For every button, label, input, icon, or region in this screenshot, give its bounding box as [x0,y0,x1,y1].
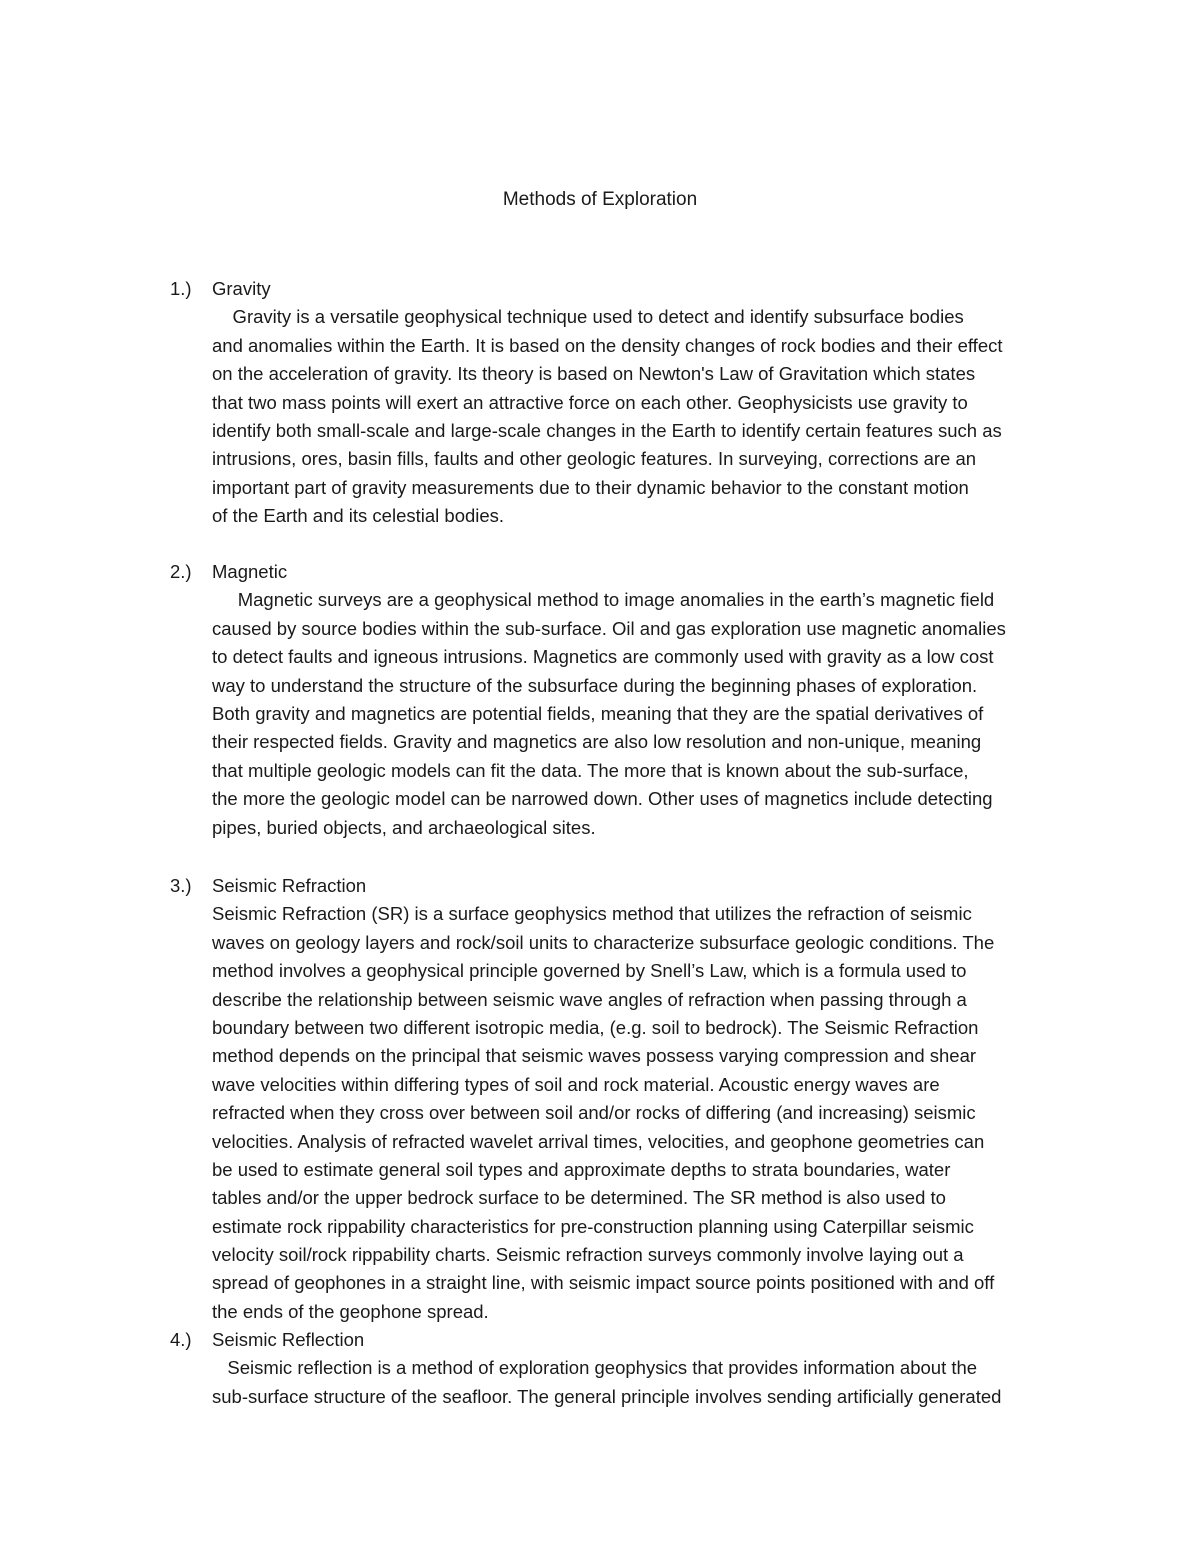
body-line: pipes, buried objects, and archaeological sites. [212,816,596,838]
body-line: spread of geophones in a straight line, with seismic impact source points positioned with and off [212,1272,995,1294]
body-line: be used to estimate general soil types and approximate depths to strata boundaries, water [212,1158,951,1180]
section-seismic-reflection [170,1326,1090,1411]
body-line: their respected fields. Gravity and magnetics are also low resolution and non-unique, meaning [212,731,982,753]
body-line: the more the geologic model can be narrowed down. Other uses of magnetics include detecting [212,788,993,810]
section-body [212,586,1090,842]
body-line: identify both small-scale and large-scale changes in the Earth to identify certain features such as [212,419,1002,441]
body-line: Both gravity and magnetics are potential fields, meaning that they are the spatial derivatives of [212,702,984,724]
section-seismic-refraction [170,872,1090,1326]
section-number: 2.) [170,561,192,582]
body-line: refracted when they cross over between soil and/or rocks of differing (and increasing) seismic [212,1102,976,1124]
body-line: tables and/or the upper bedrock surface to be determined. The SR method is also used to [212,1187,946,1209]
section-title: Seismic Refraction [212,875,367,896]
body-line: estimate rock rippability characteristics for pre-construction planning using Caterpillar seismic [212,1215,974,1237]
section-heading [170,1326,1090,1354]
body-line: boundary between two different isotropic media, (e.g. soil to bedrock). The Seismic Refraction [212,1016,979,1038]
body-line: caused by source bodies within the sub-surface. Oil and gas exploration use magnetic anomalies [212,617,1006,639]
body-line: Gravity is a versatile geophysical technique used to detect and identify subsurface bodies [212,306,964,328]
section-number: 3.) [170,875,192,896]
body-line: the ends of the geophone spread. [212,1300,489,1322]
body-line: sub-surface structure of the seafloor. The general principle involves sending artificially generated [212,1385,1002,1407]
body-line: of the Earth and its celestial bodies. [212,505,505,527]
section-heading [170,558,1090,586]
body-line: important part of gravity measurements due to their dynamic behavior to the constant motion [212,476,969,498]
body-line: Seismic Refraction (SR) is a surface geophysics method that utilizes the refraction of seismic [212,903,972,925]
section-heading [170,275,1090,303]
section-magnetic [170,558,1090,842]
section-number: 1.) [170,278,192,299]
body-line: velocity soil/rock rippability charts. Seismic refraction surveys commonly involve laying out a [212,1244,964,1266]
section-body [212,900,1090,1326]
section-number: 4.) [170,1329,192,1350]
body-line: wave velocities within differing types of soil and rock material. Acoustic energy waves are [212,1073,940,1095]
section-title: Magnetic [212,561,288,582]
body-line: intrusions, ores, basin fills, faults and other geologic features. In surveying, corrections are an [212,448,977,470]
body-line: on the acceleration of gravity. Its theory is based on Newton's Law of Gravitation which states [212,363,976,385]
section-title: Gravity [212,278,271,299]
section-heading [170,872,1090,900]
section-gravity [170,275,1090,531]
body-line: to detect faults and igneous intrusions. Magnetics are commonly used with gravity as a low cost [212,646,994,668]
body-line: velocities. Analysis of refracted wavelet arrival times, velocities, and geophone geometries can [212,1130,985,1152]
section-body [212,303,1090,530]
body-line: describe the relationship between seismic wave angles of refraction when passing through a [212,988,967,1010]
body-line: method depends on the principal that seismic waves possess varying compression and shear [212,1045,977,1067]
body-line: that multiple geologic models can fit the data. The more that is known about the sub-surface, [212,759,969,781]
body-line: way to understand the structure of the subsurface during the beginning phases of exploration. [212,674,978,696]
body-line: method involves a geophysical principle governed by Snell’s Law, which is a formula used to [212,960,967,982]
body-line: Seismic reflection is a method of exploration geophysics that provides information about the [212,1357,978,1379]
section-body [212,1354,1090,1411]
body-line: Magnetic surveys are a geophysical method to image anomalies in the earth’s magnetic field [212,589,995,611]
body-line: waves on geology layers and rock/soil units to characterize subsurface geologic conditions. The [212,931,995,953]
section-title: Seismic Reflection [212,1329,365,1350]
body-line: that two mass points will exert an attractive force on each other. Geophysicists use gravity to [212,391,968,413]
page-title: Methods of Exploration [502,189,698,210]
body-line: and anomalies within the Earth. It is based on the density changes of rock bodies and their effect [212,334,1003,356]
